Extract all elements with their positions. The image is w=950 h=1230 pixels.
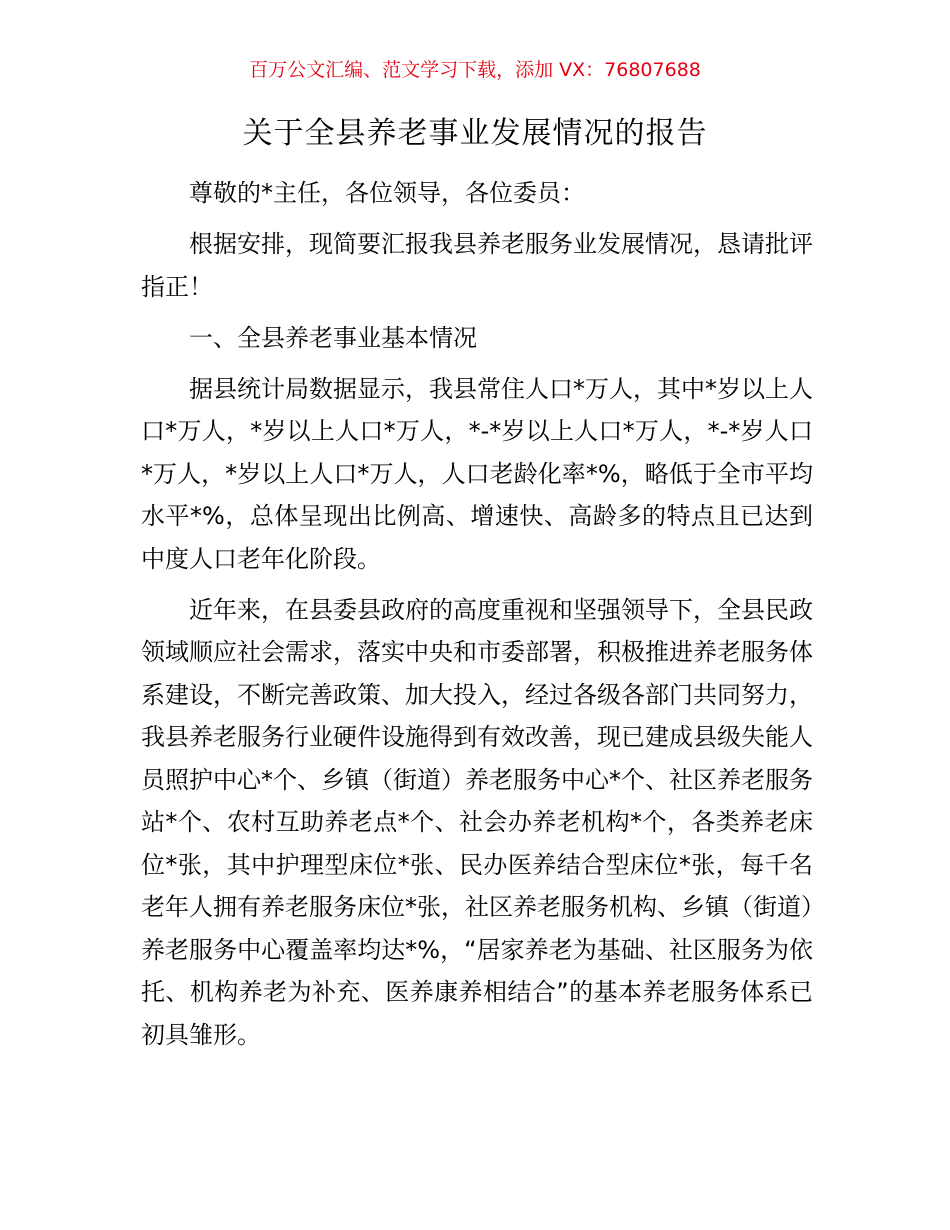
progress-paragraph: 近年来，在县委县政府的高度重视和坚强领导下，全县民政领域顺应社会需求，落实中央和市委部署，积极推进养老服务体系建设，不断完善政策、加大投入，经过各级各部门共同努力，我县养老服务行业硬件设施得到有效改善，现已建成县级失能人员照护中心*个、乡镇（街道）养老服务中心*个、社区养老服务站*个、农村互助养老点*个、社会办养老机构*个，各类养老床位*张，其中护理型床位*张、民办医养结合型床位*张，每千名老年人拥有养老服务床位*张，社区养老服务机构、乡镇（街道）养老服务中心覆盖率均达*%，“居家养老为基础、社区服务为依托、机构养老为补充、医养康养相结合”的基本养老服务体系已初具雏形。 — [141, 595, 813, 1049]
statistics-paragraph: 据县统计局数据显示，我县常住人口*万人，其中*岁以上人口*万人，*岁以上人口*万人，*-*岁以上人口*万人，*-*岁人口*万人，*岁以上人口*万人，人口老龄化率*%，略低于全市平均水平*%，总体呈现出比例高、增速快、高龄多的特点且已达到中度人口老年化阶段。 — [141, 374, 813, 573]
salutation-paragraph: 尊敬的*主任，各位领导，各位委员： — [189, 179, 585, 207]
promo-header: 百万公文汇编、范文学习下载，添加 VX：76807688 — [249, 59, 701, 81]
section-heading: 一、全县养老事业基本情况 — [189, 323, 477, 352]
document-title: 关于全县养老事业发展情况的报告 — [242, 116, 708, 151]
intro-paragraph: 根据安排，现简要汇报我县养老服务业发展情况，恳请批评指正！ — [141, 230, 813, 301]
document-body — [141, 172, 813, 1065]
